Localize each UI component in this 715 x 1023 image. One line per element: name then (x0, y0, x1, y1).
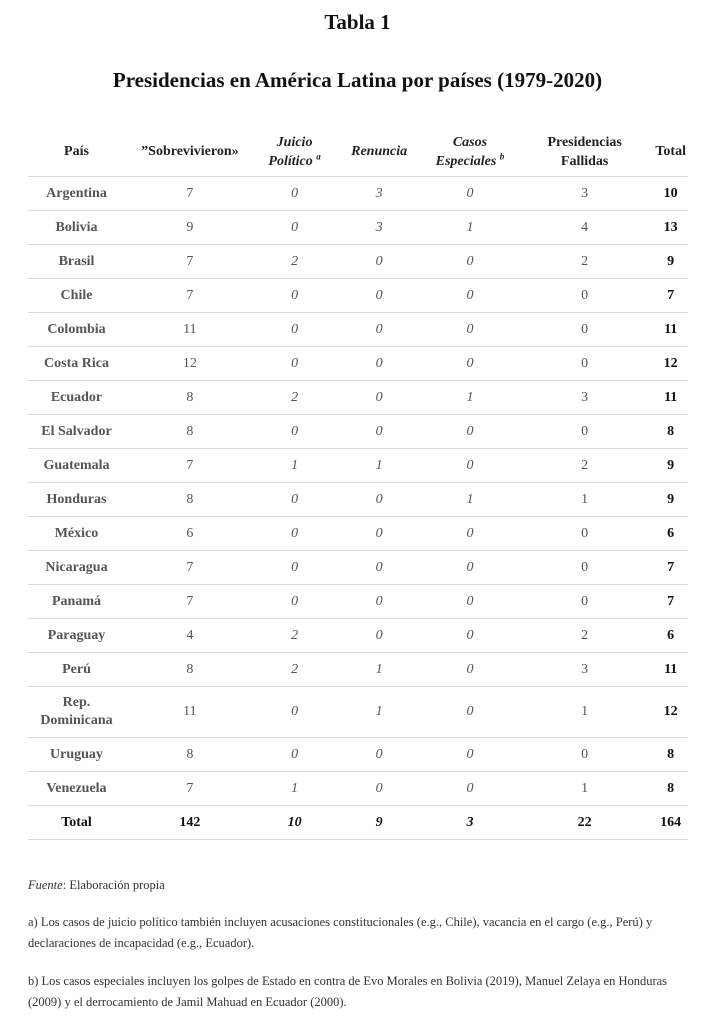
header-juicio-politico (255, 127, 334, 177)
table-row (28, 313, 688, 347)
table-body (28, 177, 688, 840)
cell-total: 9 (653, 449, 688, 483)
footnote-marker-b: b (499, 150, 505, 161)
cell-pais: Venezuela (28, 772, 125, 806)
cell-total: 8 (653, 415, 688, 449)
cell-sobrevivieron: 8 (125, 738, 255, 772)
cell-renuncia: 0 (334, 517, 424, 551)
footnote-marker-a: a (316, 150, 321, 161)
presidencias-table (28, 127, 688, 840)
cell-sobrevivieron: 8 (125, 483, 255, 517)
cell-total: 9 (653, 245, 688, 279)
cell-casos: 0 (424, 585, 516, 619)
cell-renuncia: 0 (334, 585, 424, 619)
header-sobrevivieron: ”Sobrevivieron» (125, 127, 255, 177)
cell-juicio: 1 (255, 449, 334, 483)
cell-total: 12 (653, 687, 688, 738)
table-row (28, 551, 688, 585)
cell-fallidas: 3 (516, 653, 653, 687)
cell-fallidas: 0 (516, 585, 653, 619)
cell-total: 6 (653, 517, 688, 551)
cell-fallidas: 0 (516, 347, 653, 381)
table-row (28, 177, 688, 211)
cell-fallidas: 3 (516, 381, 653, 415)
cell-pais: México (28, 517, 125, 551)
cell-total: 11 (653, 653, 688, 687)
cell-total-fallidas: 22 (516, 806, 653, 840)
cell-fallidas: 0 (516, 279, 653, 313)
header-casos-especiales (424, 127, 516, 177)
cell-juicio: 0 (255, 415, 334, 449)
cell-casos: 0 (424, 177, 516, 211)
cell-sobrevivieron: 8 (125, 381, 255, 415)
cell-sobrevivieron: 8 (125, 415, 255, 449)
header-pais: País (28, 127, 125, 177)
cell-pais: Costa Rica (28, 347, 125, 381)
cell-sobrevivieron: 7 (125, 772, 255, 806)
cell-juicio: 0 (255, 551, 334, 585)
cell-sobrevivieron: 7 (125, 585, 255, 619)
cell-total: 11 (653, 381, 688, 415)
header-fallidas-line2: Fallidas (560, 153, 609, 169)
table-row (28, 585, 688, 619)
cell-sobrevivieron: 6 (125, 517, 255, 551)
cell-pais: Nicaragua (28, 551, 125, 585)
cell-fallidas: 0 (516, 313, 653, 347)
cell-juicio: 2 (255, 381, 334, 415)
table-row (28, 619, 688, 653)
cell-juicio: 0 (255, 313, 334, 347)
cell-casos: 0 (424, 653, 516, 687)
cell-casos: 0 (424, 313, 516, 347)
cell-casos: 0 (424, 738, 516, 772)
header-total: Total (653, 127, 688, 177)
cell-total-renuncia: 9 (334, 806, 424, 840)
cell-total: 12 (653, 347, 688, 381)
table-row (28, 245, 688, 279)
cell-casos: 0 (424, 415, 516, 449)
table-row (28, 347, 688, 381)
cell-casos: 0 (424, 517, 516, 551)
cell-pais: Rep. Dominicana (28, 687, 125, 738)
cell-total-label: Total (28, 806, 125, 840)
cell-juicio: 2 (255, 245, 334, 279)
table-row (28, 738, 688, 772)
header-juicio-line1: Juicio (276, 134, 313, 150)
cell-casos: 0 (424, 279, 516, 313)
table-row (28, 483, 688, 517)
cell-casos: 0 (424, 619, 516, 653)
table-row (28, 211, 688, 245)
cell-total-sobrevivieron: 142 (125, 806, 255, 840)
cell-juicio: 0 (255, 279, 334, 313)
cell-sobrevivieron: 7 (125, 177, 255, 211)
cell-fallidas: 1 (516, 772, 653, 806)
cell-pais: Bolivia (28, 211, 125, 245)
cell-sobrevivieron: 7 (125, 551, 255, 585)
cell-total: 8 (653, 772, 688, 806)
cell-casos: 0 (424, 449, 516, 483)
cell-total: 7 (653, 585, 688, 619)
cell-sobrevivieron: 7 (125, 449, 255, 483)
cell-renuncia: 1 (334, 687, 424, 738)
cell-fallidas: 2 (516, 245, 653, 279)
cell-fallidas: 2 (516, 619, 653, 653)
cell-sobrevivieron: 7 (125, 279, 255, 313)
cell-pais: Paraguay (28, 619, 125, 653)
cell-total-juicio: 10 (255, 806, 334, 840)
cell-total-casos: 3 (424, 806, 516, 840)
cell-total: 7 (653, 551, 688, 585)
cell-juicio: 0 (255, 177, 334, 211)
cell-casos: 0 (424, 245, 516, 279)
cell-juicio: 2 (255, 619, 334, 653)
cell-total: 8 (653, 738, 688, 772)
header-renuncia: Renuncia (334, 127, 424, 177)
cell-total: 9 (653, 483, 688, 517)
table-header-row (28, 127, 688, 177)
cell-pais: Ecuador (28, 381, 125, 415)
cell-fallidas: 1 (516, 687, 653, 738)
table-row (28, 772, 688, 806)
cell-casos: 0 (424, 347, 516, 381)
cell-pais: Uruguay (28, 738, 125, 772)
cell-fallidas: 3 (516, 177, 653, 211)
source-note (28, 875, 692, 896)
header-casos-line1: Casos (452, 134, 488, 150)
cell-pais: Argentina (28, 177, 125, 211)
header-juicio-line2: Político (268, 153, 313, 169)
cell-sobrevivieron: 12 (125, 347, 255, 381)
table-total-row (28, 806, 688, 840)
cell-juicio: 0 (255, 483, 334, 517)
cell-sobrevivieron: 11 (125, 687, 255, 738)
cell-fallidas: 0 (516, 738, 653, 772)
cell-renuncia: 0 (334, 738, 424, 772)
cell-renuncia: 0 (334, 483, 424, 517)
table-row (28, 687, 688, 738)
cell-renuncia: 0 (334, 279, 424, 313)
cell-casos: 0 (424, 551, 516, 585)
cell-casos: 1 (424, 381, 516, 415)
cell-pais: Chile (28, 279, 125, 313)
cell-sobrevivieron: 7 (125, 245, 255, 279)
cell-juicio: 0 (255, 517, 334, 551)
cell-renuncia: 0 (334, 245, 424, 279)
cell-fallidas: 0 (516, 517, 653, 551)
cell-total: 13 (653, 211, 688, 245)
cell-renuncia: 0 (334, 313, 424, 347)
cell-renuncia: 0 (334, 619, 424, 653)
table-row (28, 449, 688, 483)
cell-fallidas: 0 (516, 551, 653, 585)
cell-pais: Panamá (28, 585, 125, 619)
table-row (28, 415, 688, 449)
cell-renuncia: 0 (334, 415, 424, 449)
cell-juicio: 0 (255, 687, 334, 738)
table-title: Presidencias en América Latina por países (1979-2020) (112, 68, 603, 92)
cell-total: 11 (653, 313, 688, 347)
cell-total-total: 164 (653, 806, 688, 840)
cell-pais: Brasil (28, 245, 125, 279)
cell-casos: 0 (424, 687, 516, 738)
cell-fallidas: 1 (516, 483, 653, 517)
cell-casos: 1 (424, 211, 516, 245)
cell-renuncia: 1 (334, 449, 424, 483)
table-row (28, 381, 688, 415)
cell-juicio: 0 (255, 347, 334, 381)
cell-casos: 0 (424, 772, 516, 806)
table-row (28, 279, 688, 313)
cell-renuncia: 0 (334, 772, 424, 806)
cell-fallidas: 2 (516, 449, 653, 483)
table-row (28, 653, 688, 687)
footnote-a: a) Los casos de juicio político también incluyen acusaciones constitucionales (e.g., Chile), vacancia en el cargo (e.g., Perú) y declaraciones de incapacidad (e.g., Ecuador). (28, 915, 653, 950)
cell-pais: Colombia (28, 313, 125, 347)
cell-pais: Honduras (28, 483, 125, 517)
footnote-b: b) Los casos especiales incluyen los golpes de Estado en contra de Evo Morales en Bolivia (2019), Manuel Zelaya en Honduras (2009) y el derrocamiento de Jamil Mahuad en Ecuador (2000). (28, 974, 668, 1009)
header-presidencias-fallidas (516, 127, 653, 177)
cell-pais: El Salvador (28, 415, 125, 449)
table-row (28, 517, 688, 551)
cell-pais: Guatemala (28, 449, 125, 483)
cell-juicio: 1 (255, 772, 334, 806)
header-fallidas-line1: Presidencias (547, 134, 622, 150)
cell-juicio: 2 (255, 653, 334, 687)
cell-total: 10 (653, 177, 688, 211)
cell-renuncia: 0 (334, 381, 424, 415)
cell-sobrevivieron: 8 (125, 653, 255, 687)
cell-renuncia: 1 (334, 653, 424, 687)
cell-renuncia: 0 (334, 347, 424, 381)
cell-casos: 1 (424, 483, 516, 517)
cell-pais: Perú (28, 653, 125, 687)
cell-fallidas: 4 (516, 211, 653, 245)
source-text: : Elaboración propia (62, 878, 165, 892)
cell-total: 6 (653, 619, 688, 653)
cell-juicio: 0 (255, 211, 334, 245)
header-casos-line2: Especiales (435, 153, 497, 169)
table-label: Tabla 1 (324, 10, 391, 34)
source-label: Fuente (28, 878, 63, 892)
cell-sobrevivieron: 4 (125, 619, 255, 653)
cell-renuncia: 3 (334, 211, 424, 245)
cell-juicio: 0 (255, 738, 334, 772)
cell-total: 7 (653, 279, 688, 313)
cell-renuncia: 0 (334, 551, 424, 585)
cell-renuncia: 3 (334, 177, 424, 211)
cell-juicio: 0 (255, 585, 334, 619)
cell-sobrevivieron: 9 (125, 211, 255, 245)
cell-sobrevivieron: 11 (125, 313, 255, 347)
cell-fallidas: 0 (516, 415, 653, 449)
